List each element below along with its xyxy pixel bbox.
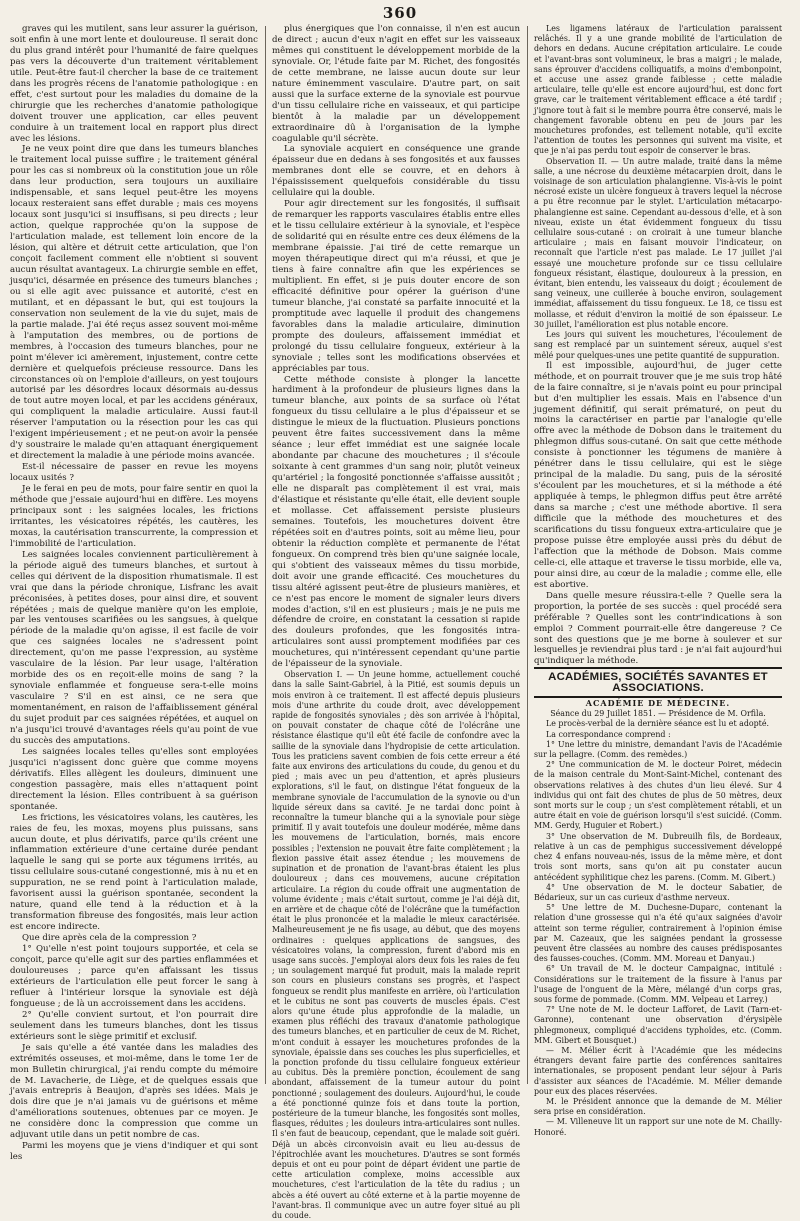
minutes-item: 4° Une observation de M. le docteur Sabatier, de Bédarieux, sur un cas curieux d'asthme nerveux. <box>534 882 782 902</box>
minutes-item: — M. Mélier écrit à l'Académie que les médecins étrangers devant faire partie des conférences sanitaires internationales, se proposent pendant leur séjour à Paris d'assister aux séances de l'Académie. M. Mélier demande pour eux des places réservées. <box>534 1045 782 1096</box>
minutes-item: M. le Président annonce que la demande de M. Mélier sera prise en considération. <box>534 1096 782 1117</box>
section-subheading: ACADÉMIE DE MÉDECINE. <box>585 698 731 709</box>
paragraph: Les saignées locales telles qu'elles sont employées jusqu'ici n'agissent donc guère que comme moyens dérivatifs. Elles allègent les douleurs, diminuent une congestion passagère, mais elles n'attaquent point directement la lésion. Elles contribuent à sa guérison spontanée. <box>10 746 258 812</box>
minutes-item: 7° Une note de M. le docteur Lafforet, de Lavit (Tarn-et-Garonne), contenant une observation d'érysipèle phlegmoneux, compliqué d'accidens typhoïdes, etc. (Comm. MM. Gibert et Bousquet.) <box>534 1005 782 1045</box>
observation-paragraph: Observation I. — Un jeune homme, actuellement couché dans la salle Saint-Gabriel, à la Pitié, est soumis depuis un mois environ à ce traitement. Il est affecté depuis plusieurs mois d'une arthrite du coude droit, avec développement rapide de fongosités synoviales ; dès son arrivée à l'hôpital, on pouvait constater de chaque côté de l'olécrâne une résistance élastique qu'il eût été facile de confondre avec la saillie de la synoviale dans l'hydropisie de cette articulation. Tous les praticiens savent combien de fois cette erreur a été faite aux environs des articulations du coude, du genou et du pied ; mais avec un peu d'attention, et après plusieurs explorations, s'il le faut, on distingue l'état fongueux de la membrane synoviale de l'accumulation de la synovie ou d'un liquide séreux dans sa cavité. Je ne tardai donc point à reconnaître la tumeur blanche qui a la synoviale pour siège primitif. Il y avait toutefois une douleur modérée, même dans les mouvemens de l'articulation, bornés, mais encore possibles ; l'extension ne pouvait être faite complètement ; la flexion passive était assez étendue ; les mouvemens de supination et de pronation de l'avant-bras étaient les plus douloureux ; dans ces mouvemens, aucune crépitation articulaire. La région du coude offrait une augmentation de volume évidente ; mais c'était surtout, comme je l'ai déjà dit, en arrière et de chaque côté de l'olécrâne que la tuméfaction était le plus prononcée et la maladie le mieux caractérisée. Malheureusement je ne fis usage, au début, que des moyens ordinaires : quelques applications de sangsues, des vésicatoires volans, la compression, furent d'abord mis en usage sans succès. J'employai alors deux fois les raies de feu ; un soulagement marqué fut produit, mais la malade reprit son cours en plusieurs constans ses progrès, et l'aspect fongueux se rendit plus manifeste en arrière, où l'articulation et le cubitus ne sont pas couverts de muscles épais. C'est alors qu'une étude plus approfondie de la maladie, un examen plus réfléchi des travaux d'anatomie pathologique des tumeurs blanches, et en particulier de ceux de M. Richet, m'ont conduit à essayer les mouchetures profondes de la synoviale, épaissie dans ses couches les plus superficielles, et la ponction profonde du tissu cellulaire fongueux extérieur au cubitus. Dès la première ponction, écoulement de sang abondant, affaissement de la tumeur autour du point ponctionné ; soulagement des douleurs. Aujourd'hui, le coude a été ponctionné quinze fois et dans toute la portion, postérieure de la tumeur blanche, les fongosités sont molles, flasques, réduites ; les douleurs intra-articulaires sont nulles. Il s'en faut de beaucoup, cependant, que le malade soit guéri. Déjà un abcès circonvoisin avait eu lieu au-dessus de l'épitrochlée avant les mouchetures. D'autres se sont formés depuis et ont eu pour point de départ évident une partie de cette articulation complexe, moins accessible aux mouchetures, c'est l'articulation de la tête du radius ; un abcès a été ouvert au côté externe et à la partie moyenne de l'avant-bras. Il communique avec un autre foyer situé au pli du coude. <box>272 670 520 1220</box>
column-divider <box>527 26 528 1084</box>
paragraph: Cette méthode consiste à plonger la lancette hardiment à la profondeur de plusieurs lignes dans la tumeur blanche, aux points de sa surface où l'état fongueux du tissu cellulaire a le plus d'épaisseur et se distingue le mieux de la fluctuation. Plusieurs ponctions peuvent être faites successivement dans la même séance ; leur effet immédiat est une saignée locale abondante par chacune des mouchetures ; il s'écoule soixante à cent grammes d'un sang noir, plutôt veineux qu'artériel ; la fongosité ponctionnée s'affaisse aussitôt ; elle ne disparaît pas complètement il est vrai, mais d'élastique et résistante qu'elle était, elle devient souple et mollasse. Cet affaissement persiste plusieurs semaines. Toutefois, les mouchetures doivent être répétées soit en d'autres points, soit au même lieu, pour obtenir la réduction complète et permanente de l'état fongueux. On comprend très bien qu'une saignée locale, qui s'obtient des vaisseaux mêmes du tissu morbide, doit avoir une grande efficacité. Ces mouchetures du tissu altéré agissent peut-être de plusieurs manières, et ce n'est pas encore le moment de signaler leurs divers modes d'action, s'il en est plusieurs ; mais je ne puis me défendre de croire, en constatant la cessation si rapide des douleurs profondes, que les fongosités intra-articulaires sont aussi promptement modifiées par ces mouchetures, qui n'intéressent cependant qu'une partie de l'épaisseur de la synoviale. <box>272 374 520 670</box>
paragraph: Je ne veux point dire que dans les tumeurs blanches le traitement local puisse suffire ; le traitement général pour les cas si nombreux où la constitution joue un rôle dans leur production, sera toujours un auxiliaire indispensable, et sans lequel peut-être les moyens locaux resteraient sans effet durable ; mais ces moyens locaux sont jusqu'ici si insuffisans, si peu directs ; leur action, quelque rapprochée qu'on la suppose de l'articulation malade, est tellement loin encore de la lésion, qui altère et détruit cette articulation, que l'on conçoit facilement comment elle n'obtient si souvent aucun résultat avantageux. La chirurgie semble en effet, jusqu'ici, désarmée en présence des tumeurs blanches ; ou si elle agit avec puissance et autorité, c'est en mutilant, et en dépassant le but, qui est toujours la conservation non seulement de la vie du sujet, mais de la partie malade. J'ai été reçus assez souvent moi-même à l'amputation des membres, ou de portions de membres, à l'occasion des tumeurs blanches, pour ne point m'élever ici amèrement, injustement, contre cette dernière et quelquefois précieuse ressource. Dans les circonstances où on l'emploie d'ailleurs, on yest toujours autorisé par les désordres locaux désormais au-dessus de tout autre moyen local, et par les accidens généraux, qui compliquent la maladie articulaire. Aussi faut-il réserver l'amputation ou la résection pour les cas qui l'exigent impérieusement ; et ne peut-on avoir la pensée d'y soustraire le malade qu'en attaquant énergiquement et directement la maladie à une période moins avancée. <box>10 144 258 462</box>
paragraph: Que dire après cela de la compression ? <box>22 933 197 944</box>
paragraph: Est-il nécessaire de passer en revue les moyens locaux usités ? <box>10 462 258 484</box>
paragraph: Il est impossible, aujourd'hui, de juger cette méthode, et on pourrait trouver que je me suis trop hâté de la faire connaître, si je n'avais point eu pour principal but d'en multiplier les essais. Mais en l'absence d'un jugement définitif, qui serait prématuré, on peut du moins la caractériser en partie par l'analogie qu'elle offre avec la méthode de Dobson dans le traitement du phlegmon diffus sous-cutané. On sait que cette méthode consiste à ponctionner les tégumens de manière à pénétrer dans le tissu cellulaire, qui est le siège principal de la maladie. Du sang, puis de la sérosité s'écoulent par les mouchetures, et si la méthode a été appliquée à temps, le phlegmon diffus peut être arrêté dans sa marche ; c'est une méthode abortive. Il sera difficile que la méthode des mouchetures et des scarifications du tissu fongueux extra-articulaire que je propose puisse être employée aussi près du début de l'affection que la méthode de Dobson. Mais comme celle-ci, elle attaque et traverse le tissu morbide, elle va, pour ainsi dire, au cœur de la maladie ; comme elle, elle est abortive. <box>534 360 782 590</box>
column-middle <box>272 24 520 1220</box>
minutes-item: 1° Une lettre du ministre, demandant l'avis de l'Académie sur la pellagre. (Comm. des remèdes.) <box>534 739 782 760</box>
session-line: Séance du 29 Juillet 1851. — Présidence de M. Orfila. <box>550 709 766 719</box>
paragraph: Les saignées locales conviennent particulièrement à la période aiguë des tumeurs blanches, et surtout à celles qui dérivent de la disposition rhumatismale. Il est vrai que dans la période chronique, Lisfranc les avait préconisées, à petites doses, pour ainsi dire, et souvent répétées ; mais de quelque manière qu'on les emploie, par les ventouses scarifiées ou les sangsues, à quelque période de la maladie qu'on agisse, il est facile de voir que ces saignées locales ne s'adressent point directement, qu'on me passe l'expression, au système vasculaire de la lésion. Par leur usage, l'altération morbide des os en reçoit-elle moins de sang ? la synoviale enflammée et fongueuse sera-t-elle moins vasculaire ? S'il en est ainsi, ce ne sera que momentanément, en raison de l'affaiblissement général du sujet produit par ces saignées répétées, et auquel on n'a jusqu'ici trouvé d'avantages réels qu'au point de vue du succès des amputations. <box>10 549 258 746</box>
paragraph: Parmi les moyens que je viens d'indiquer et qui sont les <box>10 1141 258 1163</box>
paragraph: Dans quelle mesure réussira-t-elle ? Quelle sera la proportion, la portée de ses succès : quel procédé sera préférable ? Quelles sont les contr'indications à son emploi ? Comment pourrait-elle être dangereuse ? Ce sont des questions que je me borne à soulever et sur lesquelles je reviendrai plus tard : je n'ai fait aujourd'hui qu'indiquer la méthode. <box>534 590 782 667</box>
paragraph: 1° Qu'elle n'est point toujours supportée, et cela se conçoit, parce qu'elle agit sur des parties enflammées et douloureuses ; parce qu'en affaissant les tissus extérieurs de l'articulation elle peut forcer le sang à refluer à l'intérieur lorsque la synoviale est déjà fongueuse ; de là un accroissement dans les accidens. <box>10 944 258 1009</box>
minutes-item: 6° Un travail de M. le docteur Campaignac, intitulé : Considérations sur le traitement de la fissure à l'anus par l'usage de l'onguent de la Mère, mélangé d'un corps gras, sous forme de pommade. (Comm. MM. Velpeau et Larrey.) <box>534 964 782 1004</box>
minutes-item: 3° Une observation de M. Dubreuilh fils, de Bordeaux, relative à un cas de pemphigus successivement développé chez 4 enfans nouveau-nés, issus de la même mère, et dont trois sont morts, sans qu'on ait pu constater aucun antécédent syphilitique chez les parens. (Comm. M. Gibert.) <box>534 831 782 882</box>
column-divider <box>265 26 266 1084</box>
page-number: 360 <box>382 4 418 22</box>
paragraph: Pour agir directement sur les fongosités, il suffisait de remarquer les rapports vasculaires établis entre elles et le tissu cellulaire extérieur à la synoviale, et l'espèce de solidarité qui en résulte entre ces deux élémens de la membrane épaissie. J'ai tiré de cette remarque un moyen thérapeutique direct qui m'a réussi, et que je tiens à faire connaître afin que les expériences se multiplient. En effet, si je puis douter encore de son efficacité définitive pour opérer la guérison d'une tumeur blanche, j'ai constaté sa parfaite innocuité et la promptitude avec laquelle il produit des changemens favorables dans la maladie articulaire, diminution prompte des douleurs, affaissement immédiat et prolongé du tissu cellulaire fongueux, extérieur à la synoviale ; telles sont les modifications observées et appréciables par tous. <box>272 199 520 374</box>
minutes-item: La correspondance comprend : <box>546 729 671 739</box>
minutes-item: 5° Une lettre de M. Duchesne-Duparc, contenant la relation d'une grossesse qui n'a été qu'aux saignées d'avoir atteint son terme régulier, contrairement à l'opinion émise par M. Cazeaux, que les saignées pendant la grossesse peuvent être classées au nombre des causes prédisposantes des fausses-couches. (Comm. MM. Moreau et Danyau.) <box>534 903 782 964</box>
paragraph: Je le ferai en peu de mots, pour faire sentir en quoi la méthode que j'essaie aujourd'hui en diffère. Les moyens principaux sont : les saignées locales, les frictions irritantes, les vésicatoires répétés, les cautères, les moxas, la cautérisation transcurrente, la compression et l'immobilité de l'articulation. <box>10 484 258 549</box>
observation-paragraph: Les ligamens latéraux de l'articulation paraissent relâchés. Il y a une grande mobilité de l'articulation de dehors en dedans. Aucune crépitation articulaire. Le coude et l'avant-bras sont volumineux, le bras a maigri ; le malade, sans éprouver d'accidens colliquatifs, a moins d'embonpoint, et accuse une assez grande faiblesse ; cette maladie articulaire, telle qu'elle est encore aujourd'hui, est donc fort grave, car le traitement véritablement efficace a été tardif ; j'ignore tout à fait si le membre pourra être conservé, mais le changement favorable obtenu en peu de jours par les mouchetures profondes, est tellement notable, qu'il excite l'attention de toutes les personnes qui suivent ma visite, et que je n'ai pas perdu tout espoir de conserver le bras. <box>534 24 782 156</box>
paragraph: 2° Qu'elle convient surtout, et l'on pourrait dire seulement dans les tumeurs blanches, dont les tissus extérieurs sont le siège primitif et exclusif. <box>10 1009 258 1042</box>
observation-paragraph: Observation II. — Un autre malade, traité dans la même salle, a une nécrose du deuxième métacarpien droit, dans le voisinage de son articulation phalangienne. Vis-à-vis le point nécrosé existe un ulcère fongueux à travers lequel la nécrose a pu être reconnue par le stylet. L'articulation métacarpo-phalangienne est saine. Cependant au-dessous d'elle, et à son niveau, existe un état évidemment fongueux du tissu cellulaire sous-cutané : on croirait à une tumeur blanche articulaire ; mais en faisant mouvoir l'indicateur, on reconnaît que l'article n'est pas malade. Le 17 juillet j'ai essayé une moucheture profonde sur ce tissu cellulaire fongueux résistant, élastique, douloureux à la pression, en évitant, bien entendu, les vaisseaux du doigt ; écoulement de sang veineux, une cuillerée à bouche environ, soulagement immédiat, affaissement du tissu fongueux. Le 18, ce tissu est mollasse, et réduit d'environ la moitié de son épaisseur. Le 30 juillet, l'amélioration est plus notable encore. <box>534 156 782 329</box>
column-left <box>10 24 258 1163</box>
section-heading: ACADÉMIES, SOCIÉTÉS SAVANTES ET ASSOCIATIONS. <box>534 667 782 698</box>
observation-paragraph: Les jours qui suivent les mouchetures, l'écoulement de sang est remplacé par un suintement séreux, auquel s'est mêlé pour quelques-unes une petite quantité de suppuration. <box>534 330 782 360</box>
minutes-item: 2° Une communication de M. le docteur Poiret, médecin de la maison centrale du Mont-Saint-Michel, contenant des observations relatives à des chutes d'un lieu élevé. Sur 4 individus qui ont fait des chutes de plus de 50 mètres, deux sont morts sur le coup ; un s'est complètement rétabli, et un autre était en voie de guérison lorsqu'il s'est suicidé. (Comm. MM. Gerdy, Huguier et Robert.) <box>534 760 782 831</box>
paragraph: plus énergiques que l'on connaisse, il n'en est aucun de direct ; aucun d'eux n'agit en effet sur les vaisseaux mêmes qui constituent le développement morbide de la synoviale. Or, l'étude faite par M. Richet, des fongosités de cette membrane, ne laisse aucun doute sur leur nature éminemment vasculaire. D'autre part, on sait aussi que la surface externe de la synoviale est pourvue d'un tissu cellulaire riche en vaisseaux, et qui participe bientôt à la maladie par un développement extraordinaire dû à l'organisation de la lymphe coagulable qu'il sécrète. <box>272 24 520 144</box>
column-right <box>534 24 782 1137</box>
paragraph: graves qui les mutilent, sans leur assurer la guérison, soit enfin à une mort lente et douloureuse. Il serait donc du plus grand intérêt pour l'humanité de faire quelques pas vers la découverte d'un traitement véritablement utile. Peut-être faut-il chercher la base de ce traitement dans les progrès récens de l'anatomie pathologique : en effet, c'est surtout pour les maladies du domaine de la chirurgie que les recherches d'anatomie pathologique doivent trouver une application, car elles peuvent conduire à un traitement local en rapport plus direct avec les lésions. <box>10 24 258 144</box>
minutes-item: — M. Villeneuve lit un rapport sur une note de M. Chailly-Honoré. <box>534 1117 782 1137</box>
paragraph: Je sais qu'elle a été vantée dans les maladies des extrémités osseuses, et moi-même, dans le tome 1er de mon Bulletin chirurgical, j'ai rendu compte du mémoire de M. Lavacherie, de Liège, et de quelques essais que j'avais entrepris à Beaujon, d'après ses idées. Mais je dois dire que je n'ai jamais vu de guérisons et même d'améliorations soutenues, obtenues par ce moyen. Je ne considère donc la compression que comme un adjuvant utile dans un petit nombre de cas. <box>10 1042 258 1141</box>
paragraph: La synoviale acquiert en conséquence une grande épaisseur due en dedans à ses fongosités et aux fausses membranes dont elle se couvre, et en dehors à l'épaississement quelquefois considérable du tissu cellulaire qui la double. <box>272 144 520 199</box>
paragraph: Les frictions, les vésicatoires volans, les cautères, les raies de feu, les moxas, moyens plus puissans, sans aucun doute, et plus dérivatifs, parce qu'ils créent une inflammation extérieure d'une certaine durée pendant laquelle le sang qui se porte aux tégumens irrités, au tissu cellulaire sous-cutané congestionné, mis à nu et en suppuration, ne se rend point à l'articulation malade, favorisent aussi la guérison spontanée, secondent la nature, quand elle tend à la réduction et à la transformation fibreuse des fongosités, mais leur action est encore indirecte. <box>10 812 258 933</box>
minutes-item: Le procès-verbal de la dernière séance est lu et adopté. <box>546 719 770 729</box>
